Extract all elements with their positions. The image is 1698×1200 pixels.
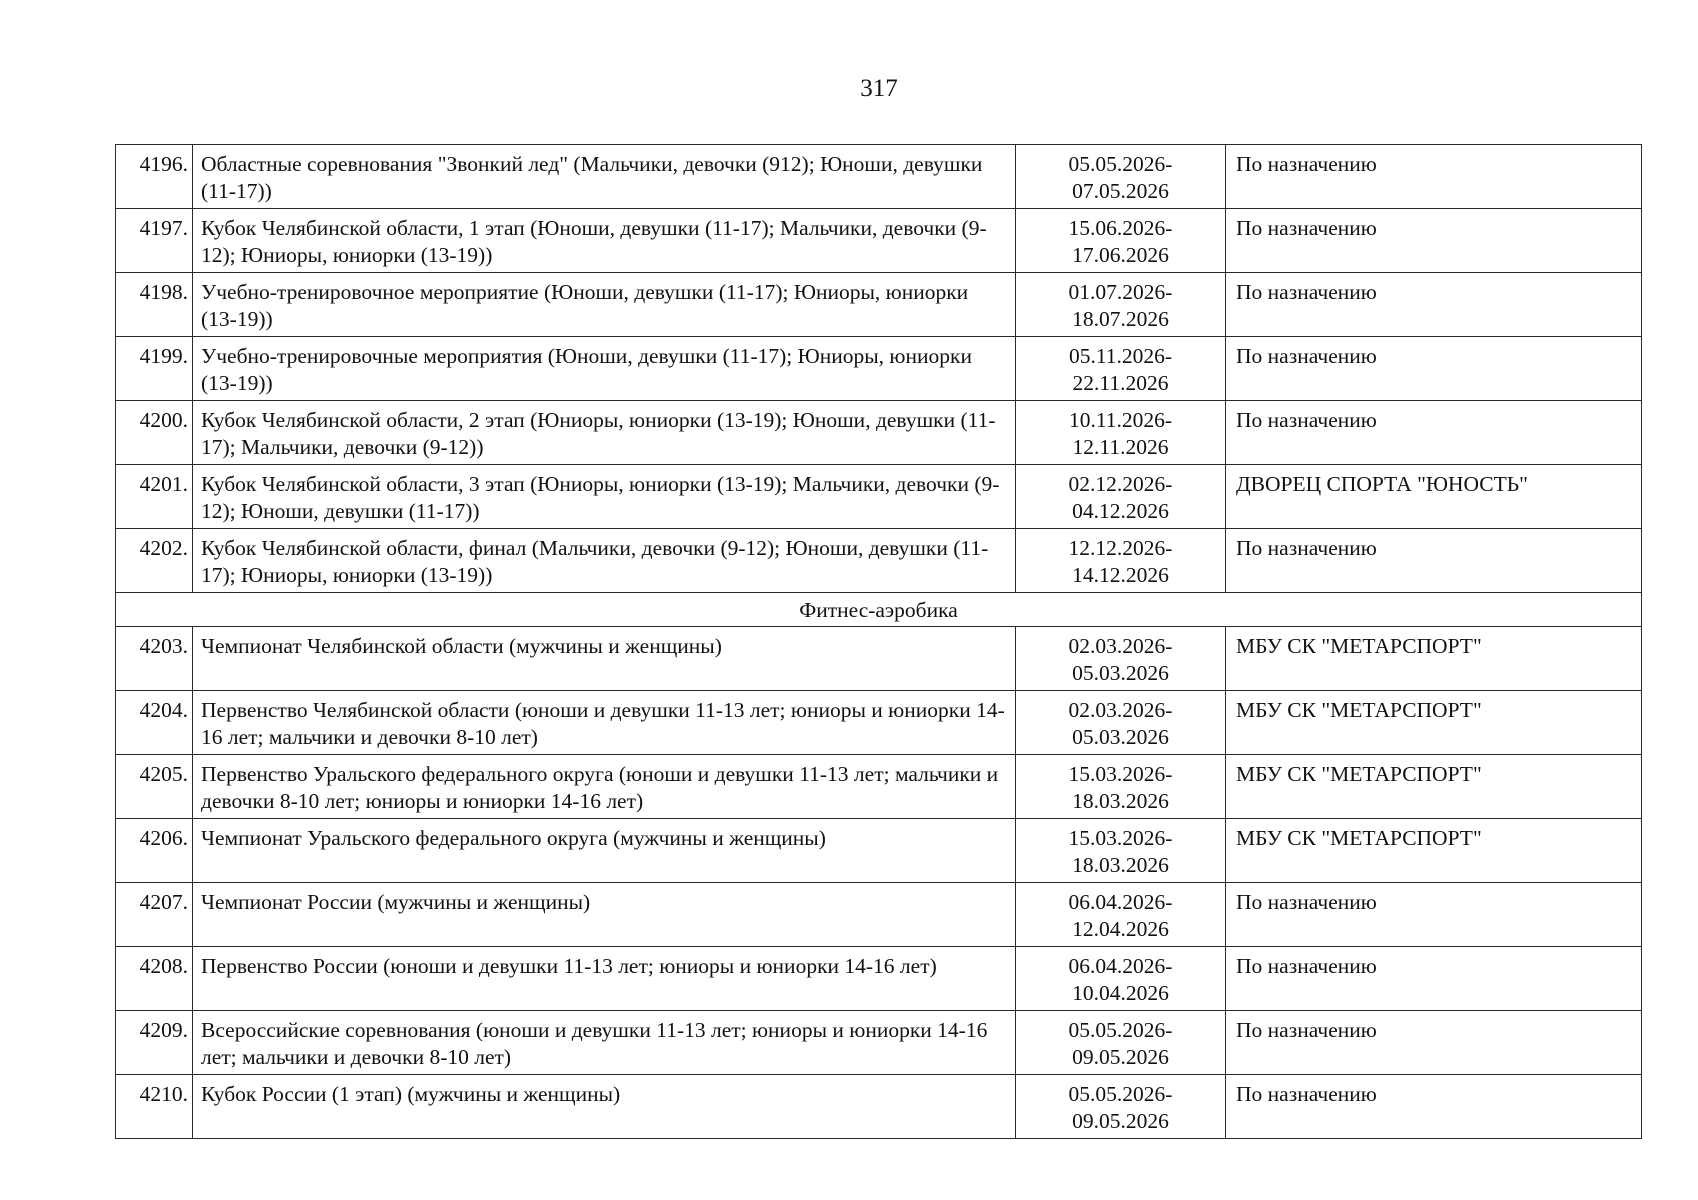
date-end: 10.04.2026 [1072, 981, 1169, 1005]
events-table-body-lower [116, 627, 1642, 1139]
table-row [116, 1075, 1642, 1139]
event-name: Кубок Челябинской области, 1 этап (Юноши, девушки (11-17); Мальчики, девочки (9-12); Юниоры, юниорки (13-19)) [193, 209, 1016, 273]
event-dates [1016, 337, 1226, 401]
row-number: 4207. [116, 883, 193, 947]
date-end: 09.05.2026 [1072, 1109, 1169, 1133]
event-dates [1016, 273, 1226, 337]
event-place: По назначению [1226, 883, 1642, 947]
table-row [116, 691, 1642, 755]
date-start: 05.05.2026- [1068, 1082, 1173, 1106]
event-name: Учебно-тренировочное мероприятие (Юноши, девушки (11-17); Юниоры, юниорки (13-19)) [193, 273, 1016, 337]
event-name: Учебно-тренировочные мероприятия (Юноши, девушки (11-17); Юниоры, юниорки (13-19)) [193, 337, 1016, 401]
table-row [116, 337, 1642, 401]
date-end: 12.11.2026 [1072, 435, 1169, 459]
event-place: МБУ СК "МЕТАРСПОРТ" [1226, 819, 1642, 883]
event-name: Всероссийские соревнования (юноши и девушки 11-13 лет; юниоры и юниорки 14-16 лет; мальчики и девочки 8-10 лет) [193, 1011, 1016, 1075]
date-start: 06.04.2026- [1068, 954, 1173, 978]
event-dates [1016, 1075, 1226, 1139]
event-name: Первенство Уральского федерального округа (юноши и девушки 11-13 лет; мальчики и девочки 8-10 лет; юниоры и юниорки 14-16 лет) [193, 755, 1016, 819]
date-end: 09.05.2026 [1072, 1045, 1169, 1069]
row-number: 4200. [116, 401, 193, 465]
event-name: Кубок Челябинской области, 2 этап (Юниоры, юниорки (13-19); Юноши, девушки (11-17); Мальчики, девочки (9-12)) [193, 401, 1016, 465]
date-start: 15.03.2026- [1068, 826, 1173, 850]
section-header-group [116, 593, 1642, 627]
event-place: МБУ СК "МЕТАРСПОРТ" [1226, 755, 1642, 819]
date-start: 01.07.2026- [1068, 280, 1173, 304]
event-dates [1016, 1011, 1226, 1075]
event-name: Кубок Челябинской области, финал (Мальчики, девочки (9-12); Юноши, девушки (11-17); Юниоры, юниорки (13-19)) [193, 529, 1016, 593]
event-name: Кубок Челябинской области, 3 этап (Юниоры, юниорки (13-19); Мальчики, девочки (9-12); Юноши, девушки (11-17)) [193, 465, 1016, 529]
date-start: 06.04.2026- [1068, 890, 1173, 914]
date-end: 07.05.2026 [1072, 179, 1169, 203]
event-name: Чемпионат России (мужчины и женщины) [193, 883, 1016, 947]
event-name: Областные соревнования "Звонкий лед" (Мальчики, девочки (912); Юноши, девушки (11-17)) [193, 145, 1016, 209]
event-place: По назначению [1226, 209, 1642, 273]
date-start: 02.03.2026- [1068, 698, 1173, 722]
event-place: По назначению [1226, 529, 1642, 593]
section-header-row [116, 593, 1642, 627]
events-table-body-upper [116, 145, 1642, 593]
date-end: 05.03.2026 [1072, 725, 1169, 749]
table-row [116, 401, 1642, 465]
event-place: По назначению [1226, 1011, 1642, 1075]
row-number: 4203. [116, 627, 193, 691]
date-start: 10.11.2026- [1068, 408, 1173, 432]
row-number: 4204. [116, 691, 193, 755]
table-row [116, 755, 1642, 819]
date-start: 05.05.2026- [1068, 152, 1173, 176]
date-end: 22.11.2026 [1072, 371, 1169, 395]
event-dates [1016, 755, 1226, 819]
event-place: По назначению [1226, 947, 1642, 1011]
event-place: МБУ СК "МЕТАРСПОРТ" [1226, 691, 1642, 755]
row-number: 4209. [116, 1011, 193, 1075]
event-name: Первенство России (юноши и девушки 11-13 лет; юниоры и юниорки 14-16 лет) [193, 947, 1016, 1011]
event-name: Чемпионат Уральского федерального округа (мужчины и женщины) [193, 819, 1016, 883]
table-row [116, 529, 1642, 593]
row-number: 4201. [116, 465, 193, 529]
date-start: 05.11.2026- [1068, 344, 1173, 368]
table-row [116, 209, 1642, 273]
date-end: 18.03.2026 [1072, 789, 1169, 813]
section-title: Фитнес-аэробика [116, 593, 1642, 627]
events-table [115, 144, 1642, 1139]
date-start: 02.03.2026- [1068, 634, 1173, 658]
row-number: 4210. [116, 1075, 193, 1139]
date-start: 02.12.2026- [1068, 472, 1173, 496]
event-place: По назначению [1226, 273, 1642, 337]
row-number: 4208. [116, 947, 193, 1011]
date-start: 15.06.2026- [1068, 216, 1173, 240]
row-number: 4198. [116, 273, 193, 337]
table-row [116, 627, 1642, 691]
event-place: По назначению [1226, 145, 1642, 209]
date-start: 15.03.2026- [1068, 762, 1173, 786]
date-end: 05.03.2026 [1072, 661, 1169, 685]
event-dates [1016, 947, 1226, 1011]
row-number: 4197. [116, 209, 193, 273]
event-dates [1016, 627, 1226, 691]
date-end: 14.12.2026 [1072, 563, 1169, 587]
table-row [116, 883, 1642, 947]
date-start: 05.05.2026- [1068, 1018, 1173, 1042]
row-number: 4205. [116, 755, 193, 819]
event-name: Чемпионат Челябинской области (мужчины и женщины) [193, 627, 1016, 691]
row-number: 4206. [116, 819, 193, 883]
table-row [116, 1011, 1642, 1075]
event-name: Кубок России (1 этап) (мужчины и женщины) [193, 1075, 1016, 1139]
table-row [116, 465, 1642, 529]
row-number: 4202. [116, 529, 193, 593]
table-row [116, 273, 1642, 337]
date-end: 04.12.2026 [1072, 499, 1169, 523]
event-dates [1016, 209, 1226, 273]
date-start: 12.12.2026- [1068, 536, 1173, 560]
event-dates [1016, 401, 1226, 465]
table-row [116, 145, 1642, 209]
event-name: Первенство Челябинской области (юноши и девушки 11-13 лет; юниоры и юниорки 14-16 лет; мальчики и девочки 8-10 лет) [193, 691, 1016, 755]
table-row [116, 819, 1642, 883]
event-dates [1016, 691, 1226, 755]
page-number: 317 [860, 75, 898, 102]
event-place: По назначению [1226, 1075, 1642, 1139]
event-place: По назначению [1226, 401, 1642, 465]
row-number: 4196. [116, 145, 193, 209]
event-place: ДВОРЕЦ СПОРТА "ЮНОСТЬ" [1226, 465, 1642, 529]
event-dates [1016, 883, 1226, 947]
date-end: 18.07.2026 [1072, 307, 1169, 331]
event-dates [1016, 465, 1226, 529]
event-place: МБУ СК "МЕТАРСПОРТ" [1226, 627, 1642, 691]
event-dates [1016, 529, 1226, 593]
date-end: 17.06.2026 [1072, 243, 1169, 267]
table-row [116, 947, 1642, 1011]
event-place: По назначению [1226, 337, 1642, 401]
date-end: 18.03.2026 [1072, 853, 1169, 877]
date-end: 12.04.2026 [1072, 917, 1169, 941]
row-number: 4199. [116, 337, 193, 401]
event-dates [1016, 145, 1226, 209]
event-dates [1016, 819, 1226, 883]
